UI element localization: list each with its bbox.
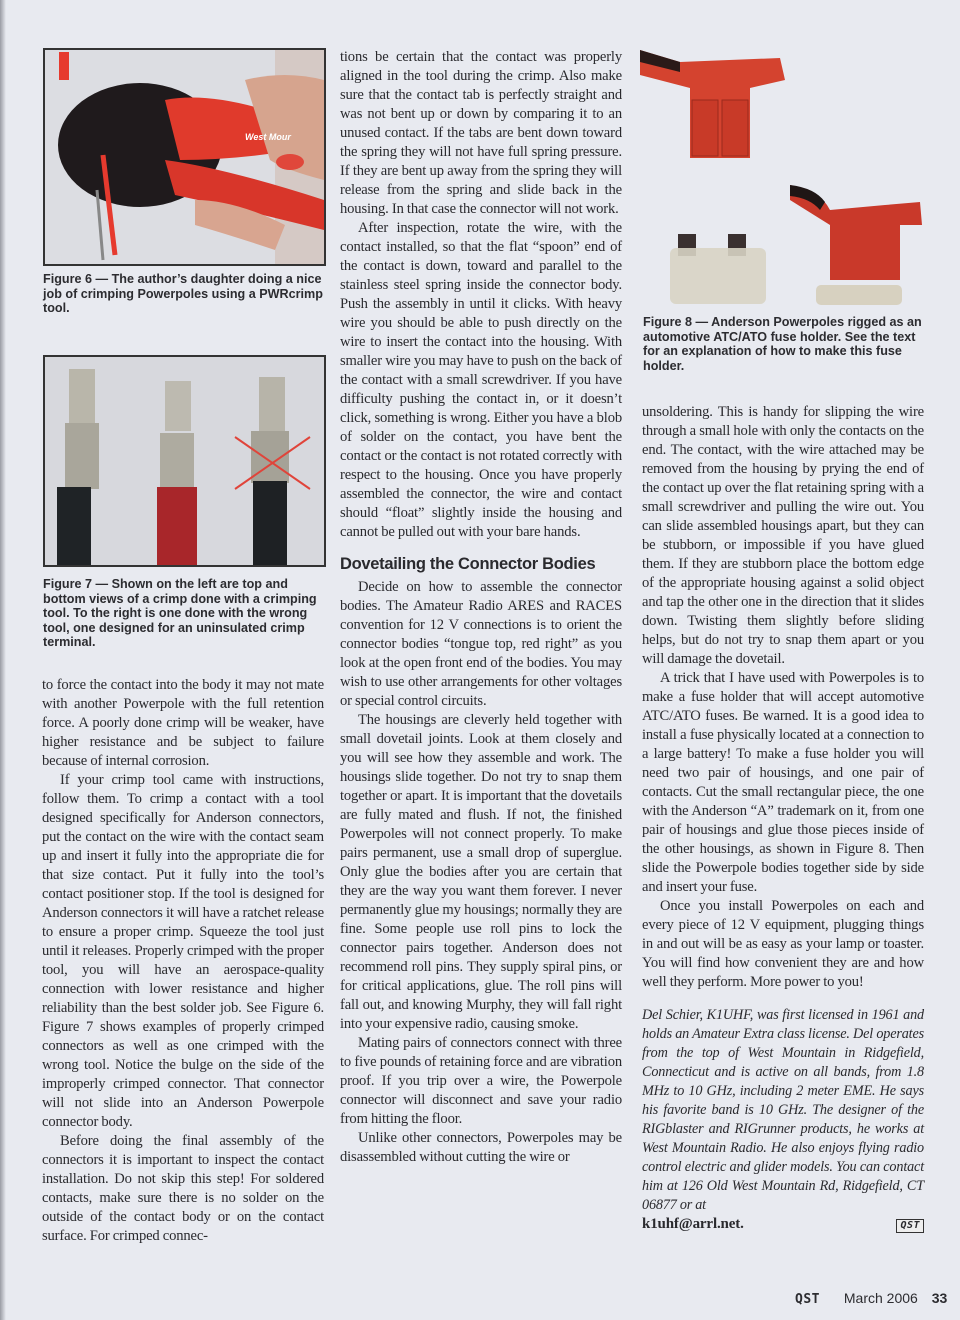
figure-7-photo [43, 355, 326, 567]
paragraph: Decide on how to assemble the connector bodies. The Amateur Radio ARES and RACES convention for 12 V connections is to orient the connector bodies “tongue top, red right” as you look at the open front end of the bodies. You may wish to use other arrangements for other voltages or special control circuits. [340, 579, 622, 709]
figure-6-caption: Figure 6 — The author’s daughter doing a nice job of crimping Powerpoles using a PWRcrimp tool. [43, 272, 323, 315]
fuse-holder-illustration [640, 40, 940, 305]
paragraph: unsoldering. This is handy for slipping the wire through a small hole with only the contacts on the end. The contact, with the wire attached may be removed from the housing by prying the end of the contact up over the flat retaining spring with a small screwdriver and pulling the wire out. You can slide assembled housings apart, but they can be stubborn, or impossible if you have glued them. If they are stubborn place the bottom edge of the appropriate housing against a solid object and tap the other one in the direction that it slides down. Twisting them slightly before sliding helps, but do not try to snap them apart or you will damage the dovetail. [642, 404, 924, 667]
figure-8-photo [640, 40, 940, 305]
paragraph: tions be certain that the contact was properly aligned in the tool during the crimp. Also make sure that the contact tab is perfectly straight and was not bent up or down by comparing it to an unused contact. If the tabs are bent down toward the spring they will not have full spring pressure. If they are bent up away from the spring they will release from the spring and slide back in the housing. In that case the connector will not work. [340, 49, 622, 217]
paragraph: Once you install Powerpoles on each and every piece of 12 V equipment, plugging things in and out will be as easy as your lamp or toaster. You will find how convenient they are and how well they perform. More power to you! [642, 898, 924, 990]
paragraph: Mating pairs of connectors connect with three to five pounds of retaining force and are vibration proof. If you trip over a wire, the Powerpole connector will disconnect and save your radio from hitting the floor. [340, 1035, 622, 1127]
paragraph: After inspection, rotate the wire, with the contact installed, so that the flat “spoon” end of the contact is down, toward and parallel to the stainless steel spring inside the connector body. Push the assembly in until it clicks. With heavy wire you should be able to push directly on the wire to insert the contact into the housing. With smaller wire you may have to push on the back of the contact with a small screwdriver. If you have difficulty pushing the contact in, or it doesn’t click, something is wrong. Either you have a blob of solder on the contact, you have bent the contact or the contact is not rotated correctly with respect to the housing. Once you have properly assembled the connector, the wire and contact should “float” slightly inside the housing and cannot be pulled out with your bare hands. [340, 220, 622, 540]
page-gutter-shadow [0, 0, 6, 1320]
figure-6-photo [43, 48, 326, 266]
crimp-tool-illustration [45, 50, 324, 264]
column-b-text [340, 48, 622, 1167]
qst-logo: QST [795, 1292, 820, 1307]
column-c-text [642, 403, 924, 1234]
section-heading: Dovetailing the Connector Bodies [340, 555, 596, 573]
paragraph: Unlike other connectors, Powerpoles may be disassembled without cutting the wire or [340, 1130, 622, 1165]
crimped-contacts-illustration [45, 357, 324, 565]
column-a-text [42, 676, 324, 1246]
page-footer [795, 1290, 947, 1308]
paragraph: Before doing the final assembly of the connectors it is important to inspect the contact installation. Do not skip this step! For soldered contacts, make sure there is no solder on the outside of the contact body or on the contact surface. For crimped connec- [42, 1133, 324, 1244]
author-email-link[interactable]: k1uhf@arrl.net [642, 1216, 741, 1232]
bio-text: Del Schier, K1UHF, was first licensed in 1961 and holds an Amateur Extra class license. Del operates from the top of West Mountain in Ridgefield, Connecticut and is active on all bands, from 1.8 MHz to 10 GHz, including 2 meter EME. He says his favorite band is 10 GHz. The designer of the RIGblaster and RIGrunner products, he works at West Mountain Radio. He also enjoys flying radio control electric and glider models. You can contact him at 126 Old West Mountain Rd, Ridgefield, CT 06877 or at [642, 1007, 924, 1213]
figure-8-caption: Figure 8 — Anderson Powerpoles rigged as an automotive ATC/ATO fuse holder. See the text for an explanation of how to make this fuse holder. [643, 315, 922, 373]
paragraph: A trick that I have used with Powerpoles is to make a fuse holder that will accept automotive ATC/ATO fuses. Be warned. It is a good idea to install a fuse physically located at a connection to a large battery! To make a fuse holder you will need two pair of housings, and one pair of contacts. Cut the small rectangular piece, the one with the Anderson “A” trademark on it, from one pair of housings and glue those pieces inside of the other housings, as shown in Figure 8. Then slide the Powerpole bodies together side by side and insert your fuse. [642, 670, 924, 895]
author-bio: Del Schier, K1UHF, was first licensed in 1961 and holds an Amateur Extra class license. Del operates from the top of West Mountain in Ridgefield, Connecticut and is active on all bands, from 1.8 MHz to 10 GHz, including 2 meter EME. He says his favorite band is 10 GHz. The designer of the RIGblaster and RIGrunner products, he works at West Mountain Radio. He also enjoys flying radio control electric and glider models. You can contact him at 126 Old West Mountain Rd, Ridgefield, CT 06877 or at k1uhf@arrl.net. QST [642, 1007, 924, 1232]
paragraph: The housings are cleverly held together with small dovetail joints. Look at them closely and you will see how they assemble and work. The housings slide together. Do not try to snap them together or apart. It is important that the dovetails are fully mated and flush. If not, the finished Powerpoles will not connect properly. To make pairs permanent, use a small drop of superglue. Only glue the bodies after you are certain that they are the way you want them forever. I never permanently glue my housings; normally they are fine. Some people use roll pins to lock the connector pairs together. Anderson does not recommend roll pins. They supply spiral pins, or for critical applications, glue. The roll pins will fall out, and knowing Murphy, they will fall right into your expensive radio, causing smoke. [340, 712, 622, 1032]
tool-brand-text: West Mour [245, 132, 291, 142]
figure-7-caption: Figure 7 — Shown on the left are top and bottom views of a crimp done with a crimping tool. To the right is one done with the wrong tool, one designed for an uninsulated crimp terminal. [43, 577, 317, 649]
paragraph: If your crimp tool came with instructions, follow them. To crimp a contact with a tool designed specifically for Anderson connectors, put the contact on the wire with the contact seam up and insert it fully into the appropriate die for that size contact. Put it fully into the tool’s contact positioner stop. If the tool is designed for Anderson connectors it will have a ratchet release to ensure a proper crimp. Squeeze the tool just until it releases. Properly crimped with the proper tool, you will have an aerospace-quality connection with lower resistance and higher reliability than the best solder job. See Figure 6. Figure 7 shows examples of properly crimped connectors as well as one crimped with the wrong tool. Notice the bulge on the side of the improperly crimped connector. That connector will not slide into an Anderson Powerpole connector body. [42, 772, 324, 1130]
end-mark-icon: QST [896, 1219, 924, 1233]
page-number: 33 [931, 1290, 948, 1306]
paragraph: to force the contact into the body it may not mate with another Powerpole with the full retention force. A poorly done crimp will be weaker, have higher resistance and be subject to failure because of internal corrosion. [42, 677, 324, 769]
issue-date: March 2006 [843, 1290, 918, 1306]
